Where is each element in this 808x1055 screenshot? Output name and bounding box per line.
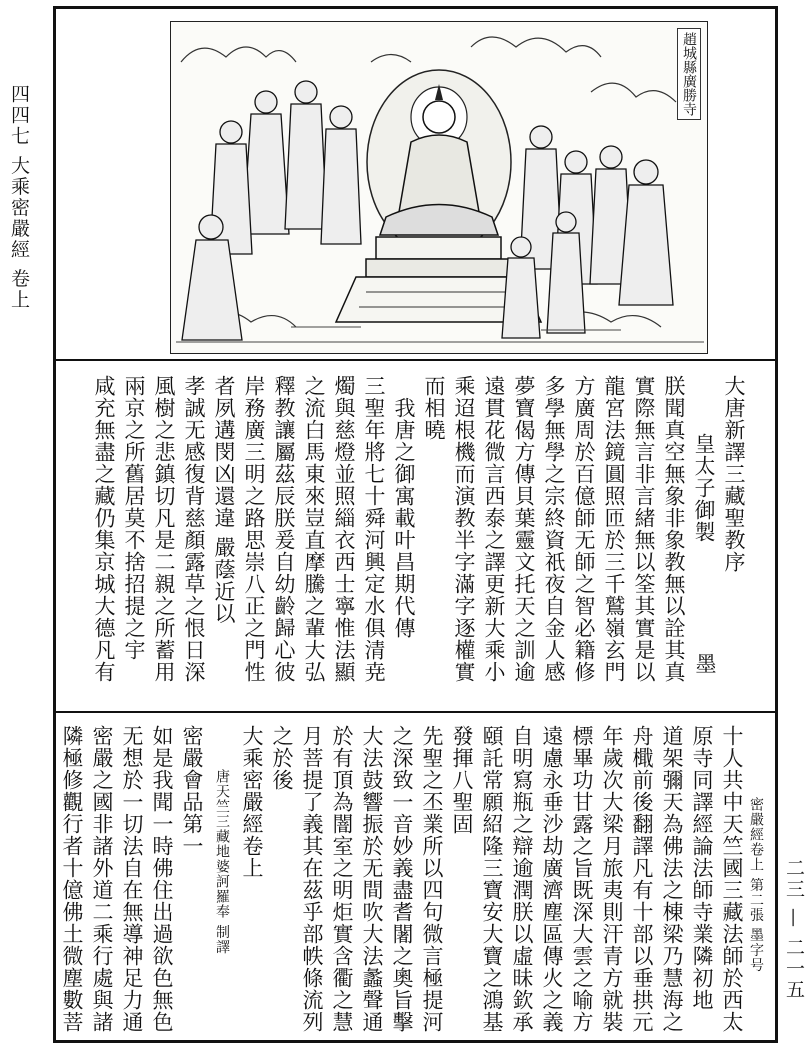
sutra-column: 頤託常願紹隆三寶安大寶之鴻基	[480, 725, 504, 1033]
sutra-chapter-title: 密嚴會品第一	[180, 725, 204, 857]
preface-column: 夢寶偈方傳貝葉靈文托天之訓逾	[512, 375, 536, 683]
margin-right-page-number: 二三 — 二一五	[783, 858, 805, 1001]
preface-column: 者夙遘閔凶還違 嚴蔭近以	[212, 375, 236, 625]
illustration-panel	[56, 9, 775, 361]
preface-column: 孝誠无感復背慈顏露草之恨日深	[182, 375, 206, 683]
preface-author: 皇太子御製	[692, 433, 716, 543]
sutra-column: 如是我聞一時佛住出過欲色無色	[150, 725, 174, 1033]
sutra-column: 先聖之丕業所以四句微言極提河	[420, 725, 444, 1033]
sutra-column: 自明寫瓶之辯逾潤朕以虛昧欽承	[510, 725, 534, 1033]
sutra-column: 无想於一切法自在無導神足力通	[120, 725, 144, 1033]
preface-column: 岸務廣三明之路思崇八正之門性	[242, 375, 266, 683]
preface-column: 釋教讓屬茲辰朕爰自幼齡歸心彼	[272, 375, 296, 683]
sutra-column: 隣極修觀行者十億佛土微塵數菩	[60, 725, 84, 1033]
preface-column: 我唐之御寓載叶昌期代傳	[392, 397, 416, 639]
preface-column: 方廣周於百億師无師之智必籍修	[572, 375, 596, 683]
sutra-column: 發揮八聖固	[450, 725, 474, 835]
sutra-column: 年歲次大梁月旅夷則汗青方就裝	[600, 725, 624, 1033]
preface-column: 朕聞真空無象非象教無以詮其真	[662, 375, 686, 683]
sutra-column: 舟檝前後翻譯凡有十部以垂拱元	[630, 725, 654, 1033]
buddha-scene-drawing	[171, 22, 709, 355]
preface-column: 遠貫花微言西泰之譯更新大乘小	[482, 375, 506, 683]
sutra-column: 之深致一音妙義盡耆闍之奧旨擊	[390, 725, 414, 1033]
sutra-column: 密嚴之國非諸外道二乘行處與諸	[90, 725, 114, 1033]
sutra-column: 月菩提了義其在茲乎部帙條流列	[300, 725, 324, 1033]
preface-column: 風樹之悲鎮切凡是二親之所蓄用	[152, 375, 176, 683]
sutra-column: 十人共中天竺國三藏法師於西太	[720, 725, 744, 1033]
preface-column: 兩京之所舊居莫不捨招提之宇	[122, 375, 146, 661]
sutra-column: 遠慮永垂沙劫廣濟塵區傳火之義	[540, 725, 564, 1033]
sutra-translator-line: 唐天竺三藏地婆訶羅奉 制譯	[214, 769, 230, 955]
sutra-text-block	[57, 725, 747, 1035]
sutra-header-note: 密嚴經卷上 第二張 墨字号	[748, 797, 764, 973]
sutra-panel	[56, 713, 775, 1040]
preface-title: 大唐新譯三藏聖教序	[722, 375, 746, 573]
sutra-column: 原寺同譯經論法師寺業隣初地	[690, 725, 714, 1011]
page-frame	[53, 6, 778, 1043]
margin-left-title: 四四七 大乘密嚴經 卷上	[8, 84, 30, 311]
illustration-label: 趙城縣廣勝寺	[677, 28, 701, 120]
preface-column: 多學無學之宗終資祇夜自金人感	[542, 375, 566, 683]
preface-column: 三聖年將七十舜河興定水俱清尭	[362, 375, 386, 683]
sutra-column: 之於後	[270, 725, 294, 791]
sutra-column: 大法鼓響振於无間吹大法蠡聲通	[360, 725, 384, 1033]
preface-text-block	[89, 375, 749, 705]
preface-stamp-char: 墨	[693, 653, 717, 675]
preface-column: 而相曉	[422, 375, 446, 441]
preface-column: 實際無言非言緒無以筌其實是以	[632, 375, 656, 683]
preface-column: 咸充無盡之藏仍集京城大德凡有	[92, 375, 116, 683]
preface-panel	[56, 361, 775, 713]
sutra-column: 道架彌天為佛法之棟梁乃慧海之	[660, 725, 684, 1033]
sutra-column: 於有頂為闇室之明炬實含衢之慧	[330, 725, 354, 1033]
sutra-scroll-title: 大乘密嚴經卷上	[240, 725, 264, 879]
preface-column: 乘迢根機而演教半字滿字逐權實	[452, 375, 476, 683]
preface-column: 龍宮法鏡圓照匝於三千鷲嶺玄門	[602, 375, 626, 683]
preface-column: 之流白馬東來豈直摩騰之輩大弘	[302, 375, 326, 683]
sutra-column: 標畢功甘露之旨既深大雲之喻方	[570, 725, 594, 1033]
preface-column: 燭與慈燈並照緇衣西士寧惟法顯	[332, 375, 356, 683]
buddha-illustration	[170, 21, 708, 354]
